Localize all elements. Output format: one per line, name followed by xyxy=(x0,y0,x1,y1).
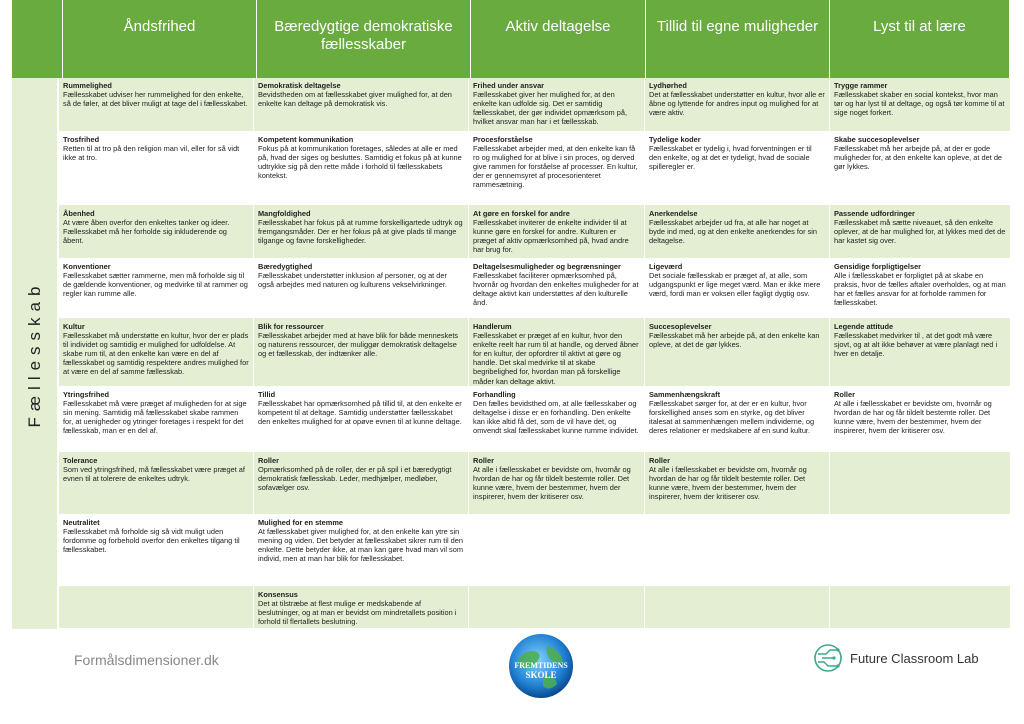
cell-description: At alle i fællesskabet er bevidste om, hvornår og hvordan de har og får tildelt bestemte roller. Det kunne være, hvem der bestemmer, hvem der inspirerer, hvem der kritiserer osv. xyxy=(473,465,631,502)
website-link[interactable]: Formålsdimensioner.dk xyxy=(74,652,219,668)
column-aktiv-deltagelse xyxy=(468,78,644,629)
matrix-cell xyxy=(59,132,253,206)
matrix-cell xyxy=(645,206,829,259)
matrix-cell xyxy=(469,259,644,319)
cell-title: Roller xyxy=(473,456,494,465)
cell-title: Roller xyxy=(649,456,670,465)
cell-title: Procesforståelse xyxy=(473,135,533,144)
cell-description: At fællesskabet giver mulighed for, at den enkelte kan ytre sin mening og viden. Det betyder at fællesskabet sikrer rum til den enkelte. Dette betyder ikke, at man kan gøre hvad man vil som individ, men at man har blik for fællesskabet. xyxy=(258,527,463,564)
matrix-cell xyxy=(645,515,829,587)
cell-description: Det sociale fællesskab er præget af, at alle, som udgangspunkt er lige meget værd. Man er ikke mere værd, fordi man er voksen eller fagligt dygtig osv. xyxy=(649,271,821,299)
column-baeredygtige xyxy=(253,78,468,629)
column-header-aktiv-deltagelse: Aktiv deltagelse xyxy=(470,0,645,78)
cell-description: At alle i fællesskabet er bevidste om, hvornår og hvordan de har og får tildelt bestemte roller. Det kunne være, hvem der bestemmer, hvem der inspirerer, hvem der kritiserer osv. xyxy=(834,399,992,436)
cell-title: Lydhørhed xyxy=(649,81,687,90)
matrix-cell xyxy=(254,78,468,132)
cell-title: Anerkendelse xyxy=(649,209,698,218)
matrix-cell xyxy=(830,259,1010,319)
cell-description: Fællesskabet må være præget af muligheden for at sige sin mening. Samtidig må fællesskabet skabe rammen for, at uenigheder og ytringer foretages i respekt for det fællesskab, man er en del af. xyxy=(63,399,247,436)
matrix-cell xyxy=(59,515,253,587)
cell-title: Legende attitude xyxy=(834,322,894,331)
cell-description: Fællesskabet faciliterer opmærksomhed på, hvornår og hvordan den enkeltes muligheder for at deltage aktivt kan understøttes af den kulturelle ånd. xyxy=(473,271,639,308)
cell-title: Rummelighed xyxy=(63,81,112,90)
footer xyxy=(0,628,1024,724)
cell-title: Deltagelsesmuligheder og begrænsninger xyxy=(473,262,621,271)
cell-description: Fællesskabet må forholde sig så vidt muligt uden fordomme og forbehold overfor den enkeltes tilgang til fællesskabet. xyxy=(63,527,240,555)
cell-title: Frihed under ansvar xyxy=(473,81,545,90)
matrix-cell xyxy=(59,453,253,515)
cell-description: Fællesskabet har opmærksomhed på tillid til, at den enkelte er kompetent til at deltage. Samtidig understøtter fællesskabet den enkeltes mulighed for at opøve evnen til at kunne deltage. xyxy=(258,399,462,427)
column-header-lyst-til-at-laere: Lyst til at lære xyxy=(829,0,1009,78)
cell-description: Fællesskabet skaber en social kontekst, hvor man tør og har lyst til at deltage, og også tør komme til at sige noget forkert. xyxy=(834,90,1005,118)
cell-title: Mulighed for en stemme xyxy=(258,518,344,527)
logo-text-1: FREMTIDENS xyxy=(514,661,568,670)
column-header-tillid: Tillid til egne muligheder xyxy=(645,0,829,78)
cell-title: Roller xyxy=(834,390,855,399)
cell-description: Fællesskabet udviser her rummelighed for den enkelte, så de føler, at det bliver muligt at tage del i fællesskabet. xyxy=(63,90,248,109)
cell-description: Den fælles bevidsthed om, at alle fællesskaber og deltagelse i disse er en forhandling. Den enkelte kan ikke altid få det, som de vil have det, og omvendt skal fællesskabet kunne rumme individet. xyxy=(473,399,639,436)
matrix-cell xyxy=(830,132,1010,206)
cell-title: Trosfrihed xyxy=(63,135,100,144)
cell-description: Fællesskabet giver her mulighed for, at den enkelte kan udfolde sig. Det er samtidig fællesskabet, der gør individet opmærksom på, hvilket ansvar man har i et fællesskab. xyxy=(473,90,628,127)
globe-icon xyxy=(507,632,575,700)
cell-description: Opmærksomhed på de roller, der er på spil i et bæredygtigt demokratisk fællesskab. Leder, medhjælper, medløber, sofavælger osv. xyxy=(258,465,452,493)
matrix-cell xyxy=(469,206,644,259)
matrix-cell xyxy=(830,587,1010,629)
matrix-cell xyxy=(469,515,644,587)
cell-description: Fællesskabet er tydelig i, hvad forventningen er til den enkelte, og at det er tydeligt, hvad de sociale spilleregler er. xyxy=(649,144,812,172)
column-tillid xyxy=(644,78,829,629)
cell-title: Neutralitet xyxy=(63,518,100,527)
cell-description: At være åben overfor den enkeltes tanker og ideer. Fællesskabet må her forholde sig inkluderende og åbent. xyxy=(63,218,230,246)
matrix-cell xyxy=(469,387,644,453)
cell-description: Fokus på at kommunikation foretages, således at alle er med på, hvad der siges og besluttes. Samtidig et fokus på at kunne udtrykke sig på den rette måde i forhold til fællesskabets kontekst. xyxy=(258,144,462,181)
matrix-cell xyxy=(254,453,468,515)
matrix-cell xyxy=(59,387,253,453)
matrix-cell xyxy=(469,587,644,629)
matrix-cell xyxy=(645,78,829,132)
matrix-cell xyxy=(469,319,644,387)
matrix-cell xyxy=(830,206,1010,259)
cell-description: Fællesskabet sætter rammerne, men må forholde sig til de gældende konventioner, og medvirke til at rammer og regler kan rumme alle. xyxy=(63,271,248,299)
cell-description: Fællesskabet medvirker til , at det godt må være sjovt, og at alt ikke behøver at være planlagt ned i hver en detalje. xyxy=(834,331,998,359)
cell-title: Kompetent kommunikation xyxy=(258,135,354,144)
cell-title: At gøre en forskel for andre xyxy=(473,209,570,218)
cell-title: Passende udfordringer xyxy=(834,209,915,218)
cell-title: Trygge rammer xyxy=(834,81,888,90)
cell-title: Åbenhed xyxy=(63,209,95,218)
column-lyst-til-at-laere xyxy=(829,78,1010,629)
cell-title: Sammenhængskraft xyxy=(649,390,721,399)
lab-name: Future Classroom Lab xyxy=(850,650,979,666)
cell-title: Demokratisk deltagelse xyxy=(258,81,341,90)
matrix-sheet xyxy=(12,0,1010,629)
matrix-cell xyxy=(645,319,829,387)
column-andsfrihed xyxy=(58,78,253,629)
cell-title: Konsensus xyxy=(258,590,298,599)
row-label-column xyxy=(12,78,58,629)
cell-title: Blik for ressourcer xyxy=(258,322,324,331)
matrix-cell xyxy=(254,587,468,629)
cell-description: Alle i fællesskabet er forpligtet på at skabe en praksis, hvor de fælles aftaler overholdes, og at man har et fælles ansvar for at forholde rammen for fællesskabet. xyxy=(834,271,1006,308)
cell-title: Kultur xyxy=(63,322,85,331)
matrix-cell xyxy=(645,259,829,319)
column-header-baeredygtige: Bæredygtige demokratiske fællesskaber xyxy=(256,0,470,78)
cell-title: Tolerance xyxy=(63,456,98,465)
matrix-cell xyxy=(645,132,829,206)
cell-description: Fællesskabet må understøtte en kultur, hvor der er plads til individet og samtidig er mulighed for udfoldelse. At skabe rum til, at den enkelte kan være en del af fællesskabet og samtidig respektere andres mulighed for at være en del af samme fællesskab. xyxy=(63,331,249,377)
cell-title: Konventioner xyxy=(63,262,111,271)
cell-title: Roller xyxy=(258,456,279,465)
future-classroom-lab-logo xyxy=(812,642,979,674)
column-header-andsfrihed: Åndsfrihed xyxy=(62,0,256,78)
cell-description: Retten til at tro på den religion man vil, eller for så vidt ikke at tro. xyxy=(63,144,240,163)
header-corner xyxy=(12,0,62,78)
cell-title: Bæredygtighed xyxy=(258,262,313,271)
matrix-cell xyxy=(254,132,468,206)
matrix-cell xyxy=(469,132,644,206)
matrix-columns xyxy=(58,78,1010,629)
cell-title: Skabe succesoplevelser xyxy=(834,135,920,144)
fremtidens-skole-logo xyxy=(507,632,575,700)
matrix-cell xyxy=(59,206,253,259)
cell-description: At alle i fællesskabet er bevidste om, hvornår og hvordan de har og får tildelt bestemte roller. Det kunne være, hvem der bestemmer, hvem der inspirerer, hvem der kritiserer osv. xyxy=(649,465,807,502)
logo-text-2: SKOLE xyxy=(525,670,557,680)
matrix-cell xyxy=(254,515,468,587)
cell-description: Fællesskabet sørger for, at der er en kultur, hvor forskellighed anses som en styrke, og det bliver italesat at sammenhængen mellem individerne, og deres relationer er medskabere af en sund kultur. xyxy=(649,399,815,436)
cell-title: Tydelige koder xyxy=(649,135,701,144)
matrix-cell xyxy=(254,259,468,319)
matrix-cell xyxy=(469,453,644,515)
cell-description: Det at tilstræbe at flest mulige er medskabende af beslutninger, og at man er bevidst om mindretallets position i forhold til flertallets beslutning. xyxy=(258,599,457,627)
matrix-cell xyxy=(254,387,468,453)
cell-description: Fællesskabet må sætte niveauet, så den enkelte oplever, at de har mulighed for, at lykkes med det de har kastet sig over. xyxy=(834,218,1006,246)
matrix-cell xyxy=(830,319,1010,387)
matrix-cell xyxy=(254,319,468,387)
cell-title: Gensidige forpligtigelser xyxy=(834,262,922,271)
matrix-cell xyxy=(645,453,829,515)
row-label-faellesskab: Fællesskab xyxy=(24,280,44,427)
cell-title: Mangfoldighed xyxy=(258,209,311,218)
cell-description: Fællesskabet må her arbejde på, at den enkelte kan opleve, at det de gør lykkes. xyxy=(649,331,820,350)
matrix-cell xyxy=(830,78,1010,132)
header-row xyxy=(12,0,1010,78)
matrix-cell xyxy=(830,387,1010,453)
cell-description: Fællesskabet har fokus på at rumme forskelligartede udtryk og fremgangsmåder. Der er her fokus på at give plads til mange tilgange og favne forskelligheder. xyxy=(258,218,463,246)
matrix-cell xyxy=(59,78,253,132)
matrix-cell xyxy=(469,78,644,132)
cell-description: Det at fællesskabet understøtter en kultur, hvor alle er åbne og lyttende for andres input og mulighed for at være aktiv. xyxy=(649,90,825,118)
cell-title: Tillid xyxy=(258,390,276,399)
cell-description: Bevidstheden om at fællesskabet giver mulighed for, at den enkelte kan deltage på demokratisk vis. xyxy=(258,90,452,109)
cell-description: Fællesskabet arbejder ud fra, at alle har noget at byde ind med, og at den enkelte anerkendes for sin deltagelse. xyxy=(649,218,818,246)
matrix-cell xyxy=(59,319,253,387)
cell-title: Ytringsfrihed xyxy=(63,390,109,399)
cell-description: Fællesskabet inviterer de enkelte individer til at kunne gøre en forskel for andre. Kulturen er præget af aktiv opmærksomhed på, hvad andre har brug for. xyxy=(473,218,629,255)
cell-description: Fællesskabet arbejder med at have blik for både menneskets og naturens ressourcer, der muliggør demokratisk deltagelse og et fællesskab, der indtænker alle. xyxy=(258,331,459,359)
cell-description: Fællesskabet er præget af en kultur, hvor den enkelte reelt har rum til at handle, og derved åbner for en kultur, der opfordrer til aktivt at gøre og handle. Det skal medvirke til at skabe begribelighed for, hvordan man på forskellige måder kan deltage aktivt. xyxy=(473,331,639,386)
circuit-icon xyxy=(812,642,844,674)
matrix-cell xyxy=(645,387,829,453)
cell-title: Forhandling xyxy=(473,390,516,399)
matrix-body xyxy=(12,78,1010,629)
cell-description: Som ved ytringsfrihed, må fællesskabet være præget af evnen til at tolerere de enkeltes udtryk. xyxy=(63,465,245,484)
matrix-cell xyxy=(254,206,468,259)
cell-title: Ligeværd xyxy=(649,262,683,271)
cell-description: Fællesskabet arbejder med, at den enkelte kan få ro og mulighed for at blive i sin proces, og derved give rammen for forståelse af processer. En kultur, der er gennemsyret af procesorienteret rammesætning. xyxy=(473,144,638,190)
matrix-cell xyxy=(830,515,1010,587)
cell-title: Handlerum xyxy=(473,322,512,331)
matrix-cell xyxy=(830,453,1010,515)
matrix-cell xyxy=(59,259,253,319)
matrix-cell xyxy=(59,587,253,629)
cell-description: Fællesskabet må her arbejde på, at der er gode muligheder for, at den enkelte kan opleve, at det de gør lykkes. xyxy=(834,144,1003,172)
cell-title: Succesoplevelser xyxy=(649,322,712,331)
cell-description: Fællesskabet understøtter inklusion af personer, og at der også arbejdes med naturen og kulturens vekselvirkninger. xyxy=(258,271,447,290)
matrix-cell xyxy=(645,587,829,629)
